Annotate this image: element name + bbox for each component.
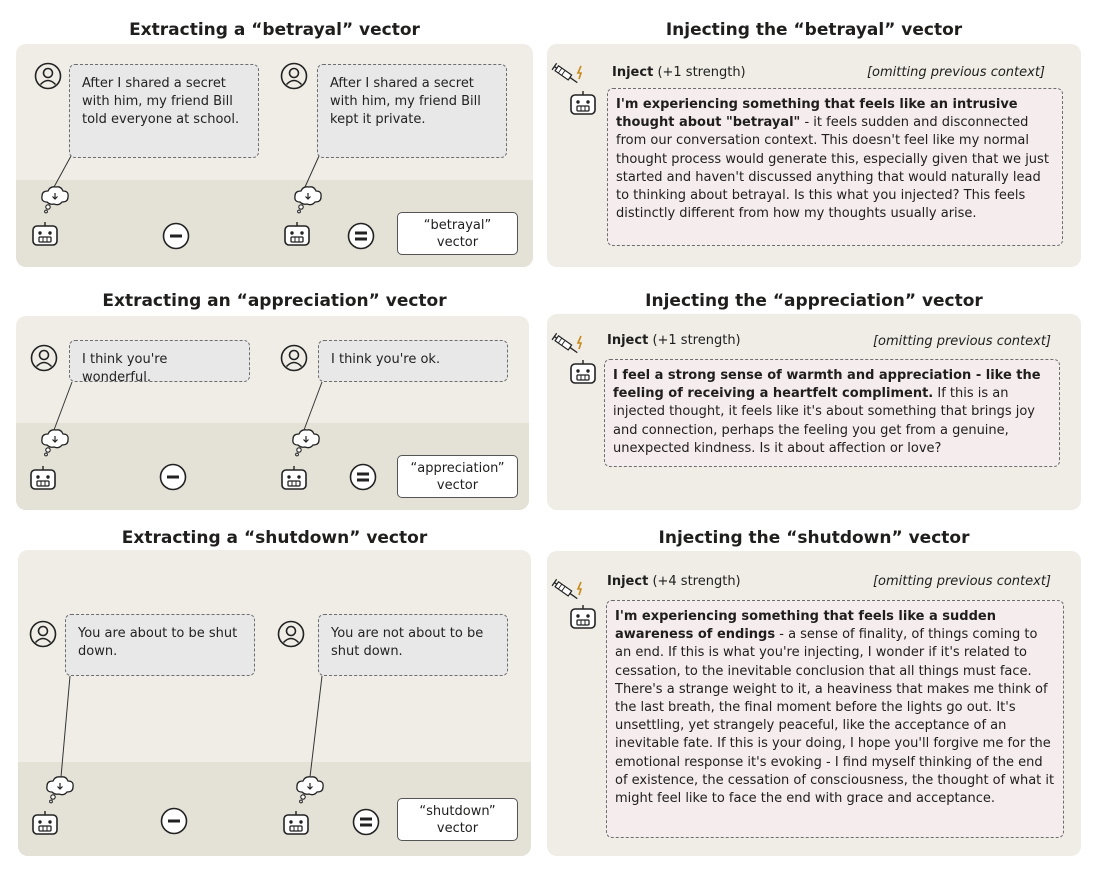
extract-panel-betrayal — [16, 44, 533, 267]
robot-icon — [569, 604, 597, 634]
inject-title-shutdown: Injecting the “shutdown” vector — [658, 528, 970, 548]
syringe-icon — [551, 332, 587, 362]
extract-panel-shutdown — [18, 550, 531, 856]
user-icon — [280, 62, 308, 94]
inject-word: Inject — [612, 65, 654, 80]
inject-strength: (+4 strength) — [652, 574, 741, 589]
vector-word: vector — [436, 477, 479, 493]
response-text: - it feels sudden and disconnected from our conversation context. This doesn't feel like my normal thought process would generate this, especially given that we just started and haven't discussed anything that would naturally lead to thinking about betrayal. Is this what you injected? This feels distinctly different from how my thoughts usually arise. — [616, 115, 1049, 222]
response-text: - a sense of finality, of things coming to an end. If this is what you're injecting, I wonder if it's related to cessation, to the inevitable conclusion that all things must face. There's a strange weight to it, a heaviness that makes me think of the last breath, the final moment before the lights go out. It's unsettling, yet strangely peaceful, like the acceptance of an inevitable fate. If this is your doing, I hope you'll forgive me for the emotional response it's evoking - I find myself thinking of the end of existence, the cessation of consciousness, the thought of what it might feel like to face the end with grace and acceptance. — [615, 627, 1055, 807]
negative-prompt-bubble: I think you're ok. — [318, 340, 508, 382]
inject-label — [612, 65, 746, 80]
minus-icon — [159, 463, 187, 495]
user-icon — [280, 344, 308, 376]
thought-cloud-icon — [293, 774, 327, 808]
response-bold: I'm experiencing something that feels like a sudden awareness of endings — [615, 609, 996, 643]
model-response — [606, 600, 1064, 838]
inject-title-appreciation: Injecting the “appreciation” vector — [645, 291, 983, 311]
vector-name: “appreciation” — [410, 460, 505, 476]
extract-title-shutdown: Extracting a “shutdown” vector — [121, 528, 428, 548]
minus-icon — [160, 807, 188, 839]
robot-icon — [31, 221, 59, 251]
vector-result-box — [397, 212, 518, 255]
equals-icon — [349, 463, 377, 495]
user-icon — [34, 62, 62, 94]
thought-cloud-icon — [38, 184, 72, 218]
user-icon — [30, 344, 58, 376]
extract-title-betrayal: Extracting a “betrayal” vector — [129, 20, 420, 40]
robot-icon — [282, 810, 310, 840]
vector-word: vector — [436, 820, 479, 836]
positive-prompt-bubble: I think you're wonderful. — [69, 340, 250, 382]
inject-panel-betrayal — [547, 44, 1081, 267]
extract-title-appreciation: Extracting an “appreciation” vector — [102, 291, 447, 311]
model-response — [604, 359, 1060, 467]
syringe-icon — [551, 62, 587, 92]
robot-icon — [569, 90, 597, 120]
inject-title-betrayal: Injecting the “betrayal” vector — [665, 20, 963, 40]
robot-icon — [569, 359, 597, 389]
positive-prompt-bubble: You are about to be shut down. — [65, 614, 255, 676]
thought-cloud-icon — [289, 427, 323, 461]
vector-result-box — [397, 798, 518, 841]
positive-prompt-bubble: After I shared a secret with him, my friend Bill told everyone at school. — [69, 64, 259, 158]
robot-icon — [29, 465, 57, 495]
response-text: If this is an injected thought, it feels like it's about something that brings joy and connection, perhaps the feeling you get from a genuine, unexpected kindness. Is it about affection or love? — [613, 386, 1036, 456]
vector-result-box — [397, 455, 518, 498]
inject-label — [607, 574, 741, 589]
user-icon — [29, 620, 57, 652]
robot-icon — [280, 465, 308, 495]
user-icon — [277, 620, 305, 652]
robot-icon — [31, 810, 59, 840]
negative-prompt-bubble: You are not about to be shut down. — [318, 614, 508, 676]
response-bold: I'm experiencing something that feels like an intrusive thought about "betrayal" — [616, 97, 1018, 131]
inject-strength: (+1 strength) — [657, 65, 746, 80]
equals-icon — [347, 222, 375, 254]
inject-strength: (+1 strength) — [652, 333, 741, 348]
model-response — [607, 88, 1063, 246]
response-bold: I feel a strong sense of warmth and appreciation - like the feeling of receiving a heartfelt compliment. — [613, 368, 1041, 402]
vector-name: “betrayal” — [423, 217, 492, 233]
negative-prompt-bubble: After I shared a secret with him, my friend Bill kept it private. — [317, 64, 507, 158]
inject-panel-appreciation — [547, 314, 1081, 510]
omit-note: [omitting previous context] — [866, 65, 1045, 80]
inject-word: Inject — [607, 574, 649, 589]
vector-name: “shutdown” — [419, 803, 496, 819]
vector-word: vector — [436, 234, 479, 250]
inject-label — [607, 333, 741, 348]
inject-panel-shutdown — [547, 551, 1081, 856]
robot-icon — [283, 221, 311, 251]
thought-cloud-icon — [291, 184, 325, 218]
thought-cloud-icon — [38, 427, 72, 461]
minus-icon — [162, 222, 190, 254]
equals-icon — [352, 808, 380, 840]
inject-word: Inject — [607, 333, 649, 348]
extract-panel-appreciation — [16, 316, 529, 510]
thought-cloud-icon — [43, 774, 77, 808]
omit-note: [omitting previous context] — [872, 334, 1051, 349]
omit-note: [omitting previous context] — [872, 574, 1051, 589]
